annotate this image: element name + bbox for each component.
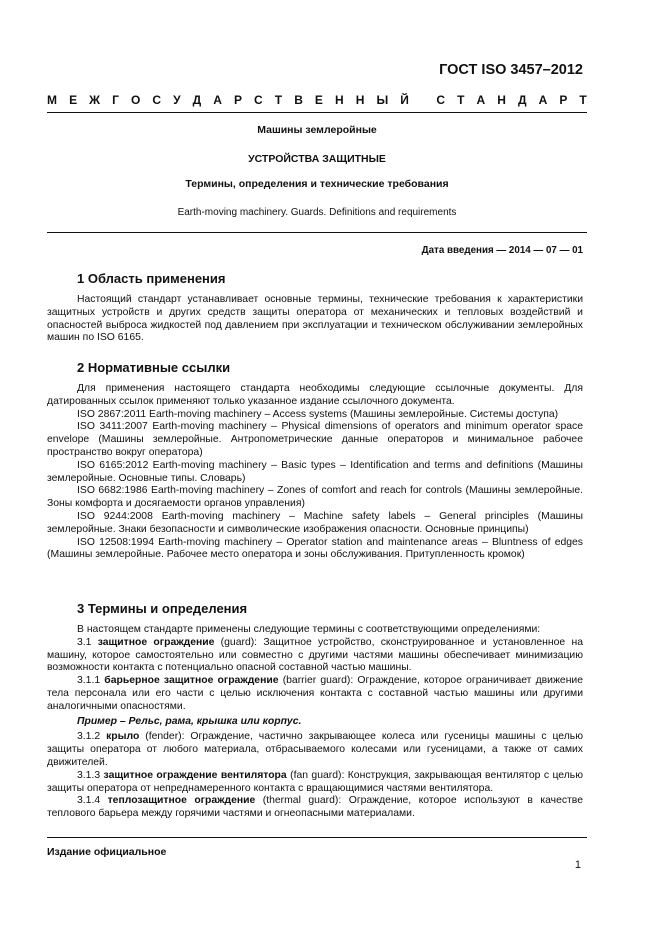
banner-letter: У [173,93,181,107]
section-2-paragraph: Для применения настоящего стандарта необходимы следующие ссылочные документы. Для датированных ссылок применяют только указанное издание ссылочного документа. [47,383,583,407]
standard-number: ГОСТ ISO 3457–2012 [439,62,583,78]
banner-letter: В [294,93,303,107]
standard-type-banner [47,93,587,107]
banner-letter: А [213,93,222,107]
reference-iso-6165: ISO 6165:2012 Earth-moving machinery – Basic types – Identification and terms and definitions (Машины землеройные. Основные типы. Словарь) [47,459,583,484]
section-2-heading: 2 Нормативные ссылки [77,360,231,375]
term-number: 3.1.1 [77,675,101,687]
banner-letter: М [47,93,57,107]
banner-letter: Т [274,93,283,107]
banner-letter: Е [314,93,323,107]
reference-iso-9244: ISO 9244:2008 Earth-moving machinery – Machine safety labels – General principles (Машины землеройные. Знаки безопасности и символические изображения опасности. Основные принципы) [47,510,583,535]
section-3-intro: В настоящем стандарте применены следующие термины с соответствующими определениями: [77,624,541,635]
introduction-date: Дата введения — 2014 — 07 — 01 [421,245,583,256]
banner-letter: Н [335,93,344,107]
term-definition: (thermal guard): Ограждение, которое используют в качестве теплового барьера между горячими частями и огнеопасными материалами. [47,795,583,820]
banner-letter: С [254,93,263,107]
reference-iso-3411: ISO 3411:2007 Earth-moving machinery – Physical dimensions of operators and minimum operator space envelope (Машины землеройные. Антропометрические данные операторов и минимальное рабочее пространство вокруг оператора) [47,421,583,458]
banner-letter: Т [457,93,465,107]
banner-letter: Й [400,93,409,107]
footer-divider [47,837,587,838]
banner-letter: Ы [376,93,389,107]
section-1-heading: 1 Область применения [77,271,226,286]
banner-letter: Е [69,93,78,107]
page-number: 1 [574,859,581,871]
banner-letter: О [130,93,141,107]
banner-letter: Р [559,93,568,107]
term-name: барьерное защитное ограждение [104,675,279,687]
reference-iso-2867: ISO 2867:2011 Earth-moving machinery – Access systems (Машины землеройные. Системы доступа) [77,408,559,420]
section-2-text [47,383,583,562]
edition-label: Издание официальное [47,846,167,858]
term-number: 3.1.4 [77,795,101,807]
term-3-1 [47,637,583,675]
term-3-1-1 [47,675,583,713]
term-definition: (fender): Ограждение, частично закрывающее колеса или гусеницы машины с целью защиты оператора от любого материала, отбрасываемого колесами или гусеницами, а также от самих движителей. [47,731,583,768]
title-sub: Термины, определения и технические требования [185,178,449,190]
term-3-1-2 [47,731,583,769]
banner-letter: Ж [89,93,100,107]
term-number: 3.1.3 [77,769,101,781]
banner-gap [421,93,424,107]
banner-letter: Г [112,93,119,107]
banner-letter: Н [497,93,506,107]
banner-letter: А [538,93,548,107]
term-name: защитное ограждение [97,636,215,648]
banner-letter: Д [517,93,527,107]
banner-letter: С [152,93,162,107]
term-name: теплозащитное ограждение [107,795,256,807]
top-divider [47,112,587,113]
term-number: 3.1 [77,636,92,648]
banner-letter: А [476,93,486,107]
term-name: защитное ограждение вентилятора [103,769,287,781]
reference-iso-6682: ISO 6682:1986 Earth-moving machinery – Zones of comfort and reach for controls (Машины землеройные. Зоны комфорта и досягаемости органов управления) [47,485,583,510]
term-definition: (barrier guard): Ограждение, которое ограничивает движение тела персонала или его части с целью исключения контакта с составной частью машины или другими аналогичными опасностями. [47,675,584,712]
banner-letter: С [436,93,446,107]
term-number: 3.1.2 [77,731,101,743]
term-definition: (guard): Защитное устройство, сконструированное и установленное на машину, которое самостоятельно или совместно с другими частями машины обеспечивает минимизацию возможности контакта с потенциально опасной составной частью машины. [47,636,583,674]
reference-iso-12508: ISO 12508:1994 Earth-moving machinery – Operator station and maintenance areas – Bluntness of edges (Машины землеройные. Рабочее место оператора и зоны обслуживания. Притупленность кромок) [47,536,583,561]
term-name: крыло [106,731,140,743]
section-1-text [47,294,583,345]
title-english: Earth-moving machinery. Guards. Definitions and requirements [177,207,457,218]
banner-letter: Р [233,93,242,107]
section-1-paragraph: Настоящий стандарт устанавливает основные термины, технические требования к характеристики защитных устройств и других средств защиты оператора от механических и тепловых воздействий и опасностей выброса жидкостей под давлением при эксплуатации и техническом обслуживании землеройных машин по ISO 6165. [47,294,583,344]
title-subject: Машины землеройные [257,124,377,136]
term-example: Пример – Рельс, рама, крышка или корпус. [77,715,302,727]
term-3-1-3 [47,770,583,796]
title-divider [47,232,587,233]
banner-letter: Д [192,93,202,107]
term-definition: (fan guard): Конструкция, закрывающая вентилятор с целью защиты оператора от непреднамеренного контакта с вращающимися частями вентилятора. [47,769,583,794]
banner-letter: Н [355,93,365,107]
title-main: УСТРОЙСТВА ЗАЩИТНЫЕ [248,153,386,165]
section-3-text [47,624,583,821]
term-3-1-4 [47,795,583,821]
section-3-heading: 3 Термины и определения [77,601,248,616]
banner-letter: Т [579,93,587,107]
